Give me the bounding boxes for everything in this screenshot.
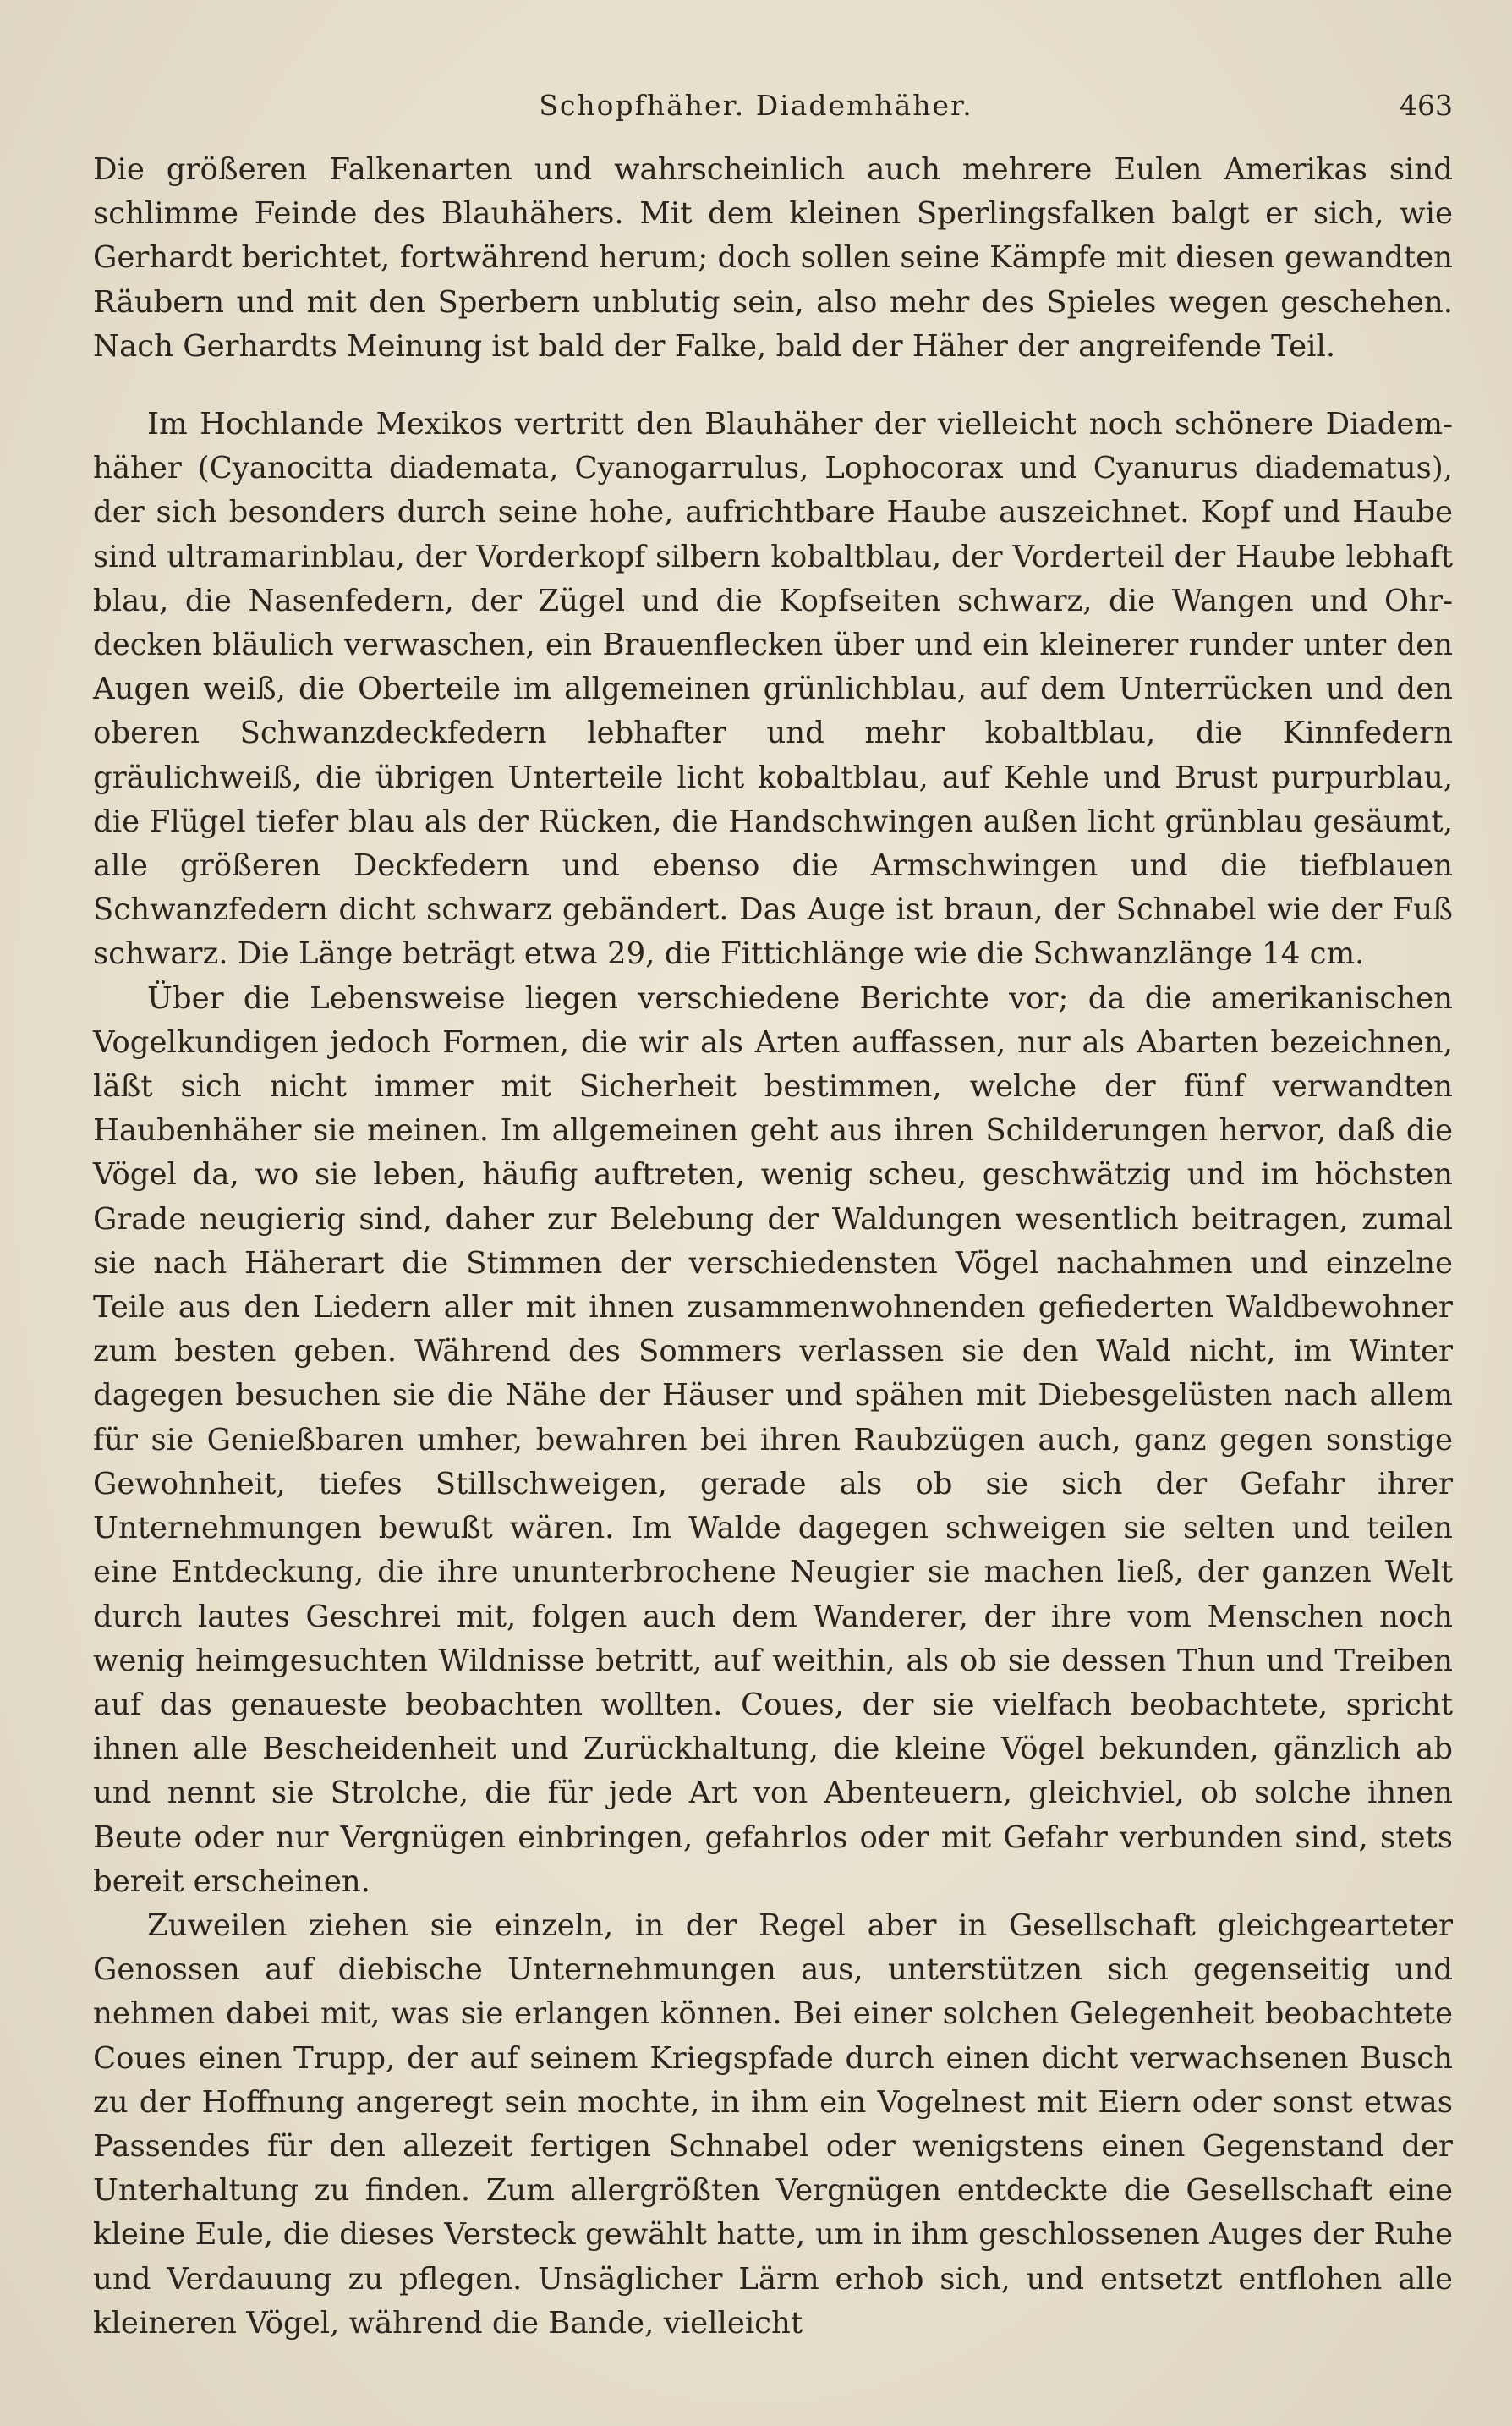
body-text (93, 148, 1453, 2346)
paragraph-falcons: Die größeren Falkenarten und wahrscheinlich auch mehrere Eulen Amerikas sind schlimme Feinde des Blauhähers. Mit dem kleinen Sperlingsfalken balgt er sich, wie Gerhardt berichtet, fortwährend herum; doch sollen seine Kämpfe mit diesen gewandten Räubern und mit den Sperbern unblutig sein, also mehr des Spieles wegen geschehen. Nach Gerhardts Meinung ist bald der Falke, bald der Häher der angreifende Teil. (93, 152, 1453, 364)
page-number: 463 (1400, 89, 1453, 122)
paragraph-raiding-parties: Zuweilen ziehen sie einzeln, in der Regel aber in Gesellschaft gleichgearteter Genossen auf diebische Unternehmungen aus, unterstützen sich gegenseitig und nehmen dabei mit, was sie erlangen können. Bei einer solchen Gelegenheit beobachtete Coues einen Trupp, der auf seinem Kriegspfade durch einen dicht verwachsenen Busch zu der Hoffnung angeregt sein mochte, in ihm ein Vogelnest mit Eiern oder sonst etwas Passendes für den allezeit fertigen Schnabel oder wenigstens einen Gegenstand der Unterhaltung zu finden. Zum allergrößten Vergnügen entdeckte die Gesellschaft eine kleine Eule, die dieses Versteck gewählt hatte, um in ihm geschlossenen Auges der Ruhe und Verdauung zu pflegen. Unsäglicher Lärm erhob sich, und entsetzt entflohen alle kleineren Vögel, während die Bande, vielleicht (93, 1907, 1453, 2341)
running-head (0, 80, 1512, 131)
paragraph-diadem-jay-description: Im Hochlande Mexikos vertritt den Blauhäher der vielleicht noch schönere Diademhäher (Cyanocitta diademata, Cyanogarrulus, Lophocorax und Cyanurus diadematus), der sich besonders durch seine hohe, aufrichtbare Haube auszeichnet. Kopf und Haube sind ultramarinblau, der Vorderkopf silbern kobaltblau, der Vorderteil der Haube lebhaft blau, die Nasenfedern, der Zügel und die Kopfseiten schwarz, die Wangen und Ohrdecken bläulich verwaschen, ein Brauenflecken über und ein kleinerer runder unter den Augen weiß, die Oberteile im allgemeinen grünlichblau, auf dem Unterrücken und den oberen Schwanzdeckfedern lebhafter und mehr kobaltblau, die Kinnfedern gräulichweiß, die übrigen Unterteile licht kobaltblau, auf Kehle und Brust purpurblau, die Flügel tiefer blau als der Rücken, die Handschwingen außen licht grünblau gesäumt, alle größeren Deckfedern und ebenso die Armschwingen und die tiefblauen Schwanzfedern dicht schwarz gebändert. Das Auge ist braun, der Schnabel wie der Fuß schwarz. Die Länge beträgt etwa 29, die Fittichlänge wie die Schwanzlänge 14 cm. (93, 407, 1453, 972)
paragraph-way-of-life: Über die Lebensweise liegen verschiedene Berichte vor; da die amerikanischen Vogelkundigen jedoch Formen, die wir als Arten auffassen, nur als Abarten bezeichnen, läßt sich nicht immer mit Sicherheit bestimmen, welche der fünf verwandten Haubenhäher sie meinen. Im allgemeinen geht aus ihren Schilderungen hervor, daß die Vögel da, wo sie leben, häufig auftreten, wenig scheu, geschwätzig und im höchsten Grade neugierig sind, daher zur Belebung der Waldungen wesentlich beitragen, zumal sie nach Häherart die Stimmen der verschiedensten Vögel nachahmen und einzelne Teile aus den Liedern aller mit ihnen zusammenwohnenden gefiederten Waldbewohner zum besten geben. Während des Sommers verlassen sie den Wald nicht, im Winter dagegen besuchen sie die Nähe der Häuser und spähen mit Diebesgelüsten nach allem für sie Genießbaren umher, bewahren bei ihren Raubzügen auch, ganz gegen sonstige Gewohnheit, tiefes Stillschweigen, gerade als ob sie sich der Gefahr ihrer Unternehmungen bewußt wären. Im Walde dagegen schweigen sie selten und teilen eine Entdeckung, die ihre ununterbrochene Neugier sie machen ließ, der ganzen Welt durch lautes Geschrei mit, folgen auch dem Wanderer, der ihre vom Menschen noch wenig heimgesuchten Wildnisse betritt, auf weithin, als ob sie dessen Thun und Treiben auf das genaueste beobachten wollten. Coues, der sie vielfach beobachtete, spricht ihnen alle Bescheidenheit und Zurückhaltung, die kleine Vögel bekunden, gänzlich ab und nennt sie Strolche, die für jede Art von Abenteuern, gleichviel, ob solche ihnen Beute oder nur Vergnügen einbringen, gefahrlos oder mit Gefahr verbunden sind, stets bereit erscheinen. (93, 980, 1453, 1899)
running-title: Schopfhäher. Diademhäher. (539, 89, 973, 122)
